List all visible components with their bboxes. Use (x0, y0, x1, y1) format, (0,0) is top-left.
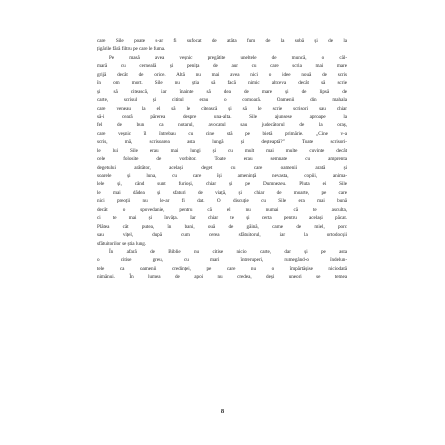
text-line: soarele și luna, cu care își amenință nevasta, copiii, anima- (97, 173, 347, 179)
text-line: Pe masă avea veșnic pregătite uneltele de muncă, o căl- (109, 54, 347, 61)
text-line: cele folosite de vorbitor. Toate erau semnate cu amprenta (97, 156, 347, 163)
text-line: mară cu cerneală și penița de aur cu care scria mai mare (97, 63, 347, 70)
text-line: nimănui. În lumea de apoi nu credea, deși uneori se temea (97, 274, 347, 281)
paragraph (97, 54, 347, 248)
text-line: lele și, când sunt furioși, chiar și pe Dumnezeu. Pluta ei Sile (97, 181, 347, 188)
text-line: Plătea cât putea, în bani, ouă de găină, carne de miel, porc (97, 223, 347, 230)
text-line: ci te mai și învăța. Iar chiar te și certa pentru același păcat. (97, 215, 347, 222)
paragraph (97, 248, 347, 282)
text-line: în om mort. Sile nu știa să facă nimic altceva decât să scrie (97, 80, 347, 87)
text-line: care veneau la el să le citească și să le scrie scrisori sau chiar (97, 105, 347, 112)
text-line: sfătuitorilor se știa lung. (97, 240, 147, 247)
text-line: să-i ceară părerea despre una-alta. Sile ajunsese aproape la (97, 113, 347, 120)
body-text (97, 37, 347, 282)
text-line: carte, scrisul și cititul erau o comoară. Oamenii din mahala (97, 97, 347, 104)
paragraph (97, 37, 347, 54)
text-line: le lui Sile erau mai lungi și cu mult mai multe cuvinte decât (97, 147, 347, 154)
text-line: care Sile poate s-ar fi sufocat de atâta fum de la sobă și de la (97, 38, 347, 44)
text-line: și să citească, iar înainte să dea de mare și de lipsă de (97, 88, 347, 95)
page-number: 8 (220, 408, 225, 415)
text-line: țigările fără filtru pe care le fuma. (97, 46, 166, 53)
text-line: sau vițel, după cum cerea sfătuitorul, iar la ortodocșii (97, 232, 347, 239)
text-line: degetului arătător, același deget cu care oamenii arată și (97, 164, 347, 171)
text-line: fel de bun ca notarul, avocatul sau judecătorul de la oraș, (97, 122, 347, 129)
text-line: scris, mă, scrisoarea asta lungă și deșteaptă?” Toate scrisori- (97, 139, 347, 146)
text-line: nici preoții nu le-ar fi dat. O discuție cu Sile era mai bună (97, 198, 347, 205)
text-line: decât o spovedanie, pentru că el nu numai că te asculta, (97, 206, 347, 213)
text-line: care veșnic îl întrebau cu cine stă pe bietă primărie. „Cine v-a (97, 130, 347, 137)
text-line: o citise greu, cu mari întreruperi, rumegând-o îndelun- (97, 257, 347, 264)
text-line: le mai dădea și sfaturi de viață, și chiar de moarte, pe care (97, 189, 347, 196)
text-line: În afară de Biblie nu citise nicio carte, dar și pe asta (109, 248, 347, 255)
text-line: grijă decât de orice. Altă nu mai avea nici o idee nouă de scris (97, 71, 347, 78)
text-line: tele ca oamenii credinței, pe care nu o împărtășise niciodată (97, 265, 347, 272)
